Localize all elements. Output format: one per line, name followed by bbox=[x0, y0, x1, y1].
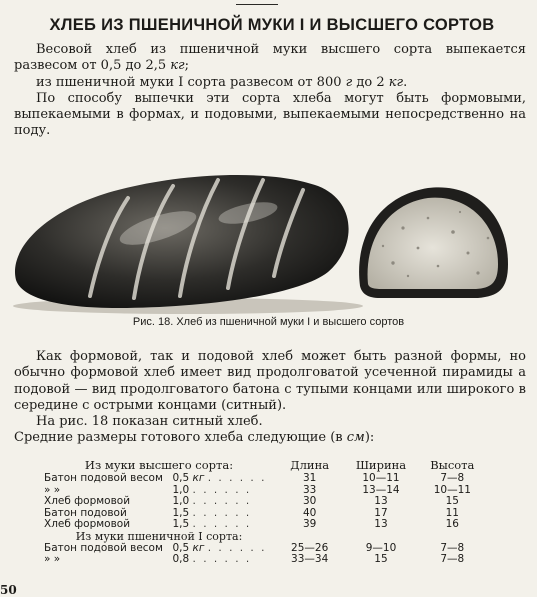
table-header-row bbox=[44, 458, 488, 473]
row-height: 16 bbox=[445, 518, 459, 531]
col-height: Высота bbox=[430, 458, 475, 472]
col-width: Ширина bbox=[355, 458, 407, 472]
row-height: 7—8 bbox=[440, 472, 465, 484]
row-width: 15 bbox=[374, 553, 388, 566]
bread-illustration bbox=[8, 168, 528, 318]
row-name: Батон подовой весом bbox=[44, 472, 163, 484]
top-rule bbox=[236, 4, 278, 5]
row-height: 11 bbox=[445, 506, 459, 519]
unit-cm: см bbox=[346, 430, 365, 446]
row-height: 15 bbox=[445, 495, 459, 508]
section-2-heading: Из муки пшеничной I сорта: bbox=[75, 529, 243, 543]
figure-caption: Рис. 18. Хлеб из пшеничной муки I и высшего сортов bbox=[132, 316, 405, 328]
row-name: Хлеб формовой bbox=[44, 495, 131, 508]
row-height: 7—8 bbox=[440, 553, 465, 566]
col-length: Длина bbox=[290, 458, 330, 472]
unit-g: г bbox=[345, 74, 353, 90]
row-width: 13 bbox=[374, 495, 388, 508]
row-length: 33—34 bbox=[291, 553, 329, 566]
row-length: 31 bbox=[302, 472, 317, 484]
row-weight-cell: 0,8 . . . . . . bbox=[172, 553, 252, 566]
row-length: 40 bbox=[302, 506, 317, 519]
section-1-rows bbox=[44, 473, 488, 531]
intro-paragraph-3: По способу выпечки эти сорта хлеба могут быть формовыми, выпекаемыми в формах, и подовыми, выпекаемыми непосредственно на поду. bbox=[14, 90, 526, 139]
row-height: 10—11 bbox=[433, 483, 471, 496]
section-2-rows bbox=[44, 543, 488, 566]
row-weight-cell: 1,0 . . . . . . bbox=[172, 483, 252, 496]
row-weight: 1,5 bbox=[172, 518, 190, 531]
section-heading: ХЛЕБ ИЗ ПШЕНИЧНОЙ МУКИ I И ВЫСШЕГО СОРТОВ bbox=[49, 16, 495, 34]
page-number: 50 bbox=[0, 583, 17, 597]
row-height: 7—8 bbox=[440, 541, 465, 554]
row-weight: 1,0 bbox=[172, 495, 190, 508]
row-weight-cell: 1,5 . . . . . . bbox=[172, 518, 252, 531]
row-width: 17 bbox=[374, 506, 388, 519]
body-p3-end: ): bbox=[364, 430, 375, 446]
row-weight-cell: 1,5 . . . . . . bbox=[172, 506, 252, 519]
row-name: Батон подовой весом bbox=[44, 541, 163, 554]
row-width: 9—10 bbox=[365, 541, 397, 554]
row-name: » » bbox=[44, 483, 61, 496]
unit-kg: кг bbox=[170, 58, 185, 74]
body-p3-text: Средние размеры готового хлеба следующие (в bbox=[14, 430, 343, 446]
row-length: 25—26 bbox=[291, 541, 329, 554]
row-name: » » bbox=[44, 553, 61, 566]
row-weight: 0,5 bbox=[172, 541, 190, 554]
intro-p2-text: из пшеничной муки I сорта развесом от 800 bbox=[36, 74, 342, 90]
row-length: 30 bbox=[302, 495, 317, 508]
row-length: 39 bbox=[302, 518, 317, 531]
row-width: 10—11 bbox=[362, 472, 400, 484]
bread-dimensions-table bbox=[44, 458, 488, 566]
intro-text bbox=[14, 42, 526, 140]
row-weight: 1,5 bbox=[172, 506, 190, 519]
intro-paragraph-2: из пшеничной муки I сорта развесом от 800 г до 2 кг. bbox=[36, 74, 408, 90]
row-name: Батон подовой bbox=[44, 506, 127, 519]
row-length: 33 bbox=[302, 483, 317, 496]
table-row bbox=[44, 473, 488, 485]
row-weight-cell: 1,0 . . . . . . bbox=[172, 495, 252, 508]
row-unit: кг bbox=[192, 541, 205, 554]
intro-p2-mid: до 2 bbox=[356, 74, 385, 90]
row-width: 13 bbox=[374, 518, 388, 531]
table-row bbox=[44, 543, 488, 555]
section-1-heading: Из муки высшего сорта: bbox=[84, 458, 234, 472]
row-unit: кг bbox=[192, 472, 205, 484]
row-weight-cell: 0,5 кг . . . . . . bbox=[172, 541, 267, 554]
row-name: Хлеб формовой bbox=[44, 518, 131, 531]
body-paragraph-1: Как формовой, так и подовой хлеб может быть разной формы, но обычно формовой хлеб имеет вид продолговатой усеченной пирамиды а подовой — вид продолговатого батона с тупыми концами или широкого в середине с острыми концами (ситный). bbox=[14, 349, 526, 413]
row-weight: 0,5 bbox=[172, 472, 190, 484]
intro-p1-text: Весовой хлеб из пшеничной муки высшего сорта выпекается развесом от 0,5 до 2,5 bbox=[14, 42, 526, 74]
body-text bbox=[14, 349, 526, 447]
body-paragraph-3 bbox=[14, 430, 526, 446]
table-row bbox=[44, 554, 488, 566]
row-width: 13—14 bbox=[362, 483, 400, 496]
body-paragraph-2: На рис. 18 показан ситный хлеб. bbox=[36, 414, 263, 430]
row-weight: 0,8 bbox=[172, 553, 190, 566]
unit-kg-2: кг bbox=[388, 74, 404, 90]
row-weight: 1,0 bbox=[172, 483, 190, 496]
row-weight-cell: 0,5 кг . . . . . . bbox=[172, 472, 267, 484]
intro-paragraph-1: Весовой хлеб из пшеничной муки высшего сорта выпекается развесом от 0,5 до 2,5 кг; bbox=[14, 42, 526, 74]
